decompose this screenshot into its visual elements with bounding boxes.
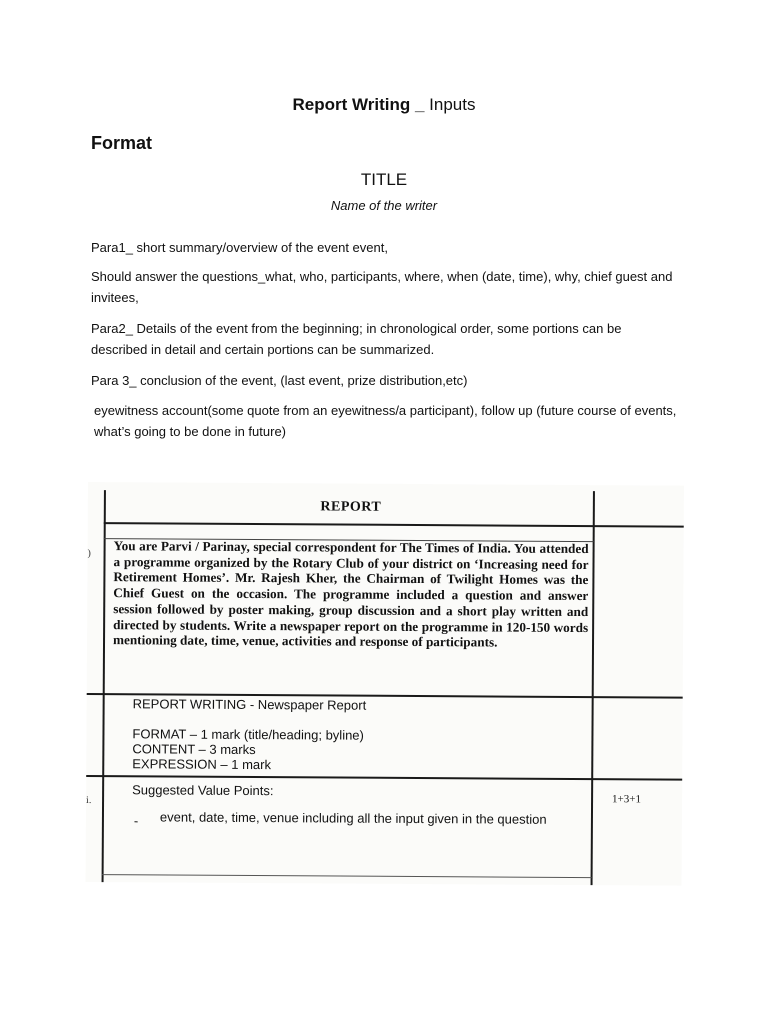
title-placeholder: TITLE: [360, 170, 408, 189]
document-title-bold: Report Writing _: [292, 95, 425, 114]
document-title: [0, 95, 768, 115]
margin-mark: i.: [86, 794, 92, 807]
paragraph-para3: Para 3_ conclusion of the event, (last event, prize distribution,etc): [91, 373, 468, 388]
paragraph-eyewitness: eyewitness account(some quote from an eyewitness/a participant), follow up (future course of events, what’s going to be done in future): [94, 403, 677, 439]
table-rule: [104, 522, 684, 527]
margin-mark: ): [87, 547, 91, 560]
bullet-dash: -: [133, 813, 139, 829]
document-title-rest: Inputs: [424, 95, 476, 114]
scan-content-line: CONTENT – 3 marks: [132, 741, 256, 758]
scan-expression-line: EXPRESSION – 1 mark: [132, 756, 272, 773]
table-rule: [102, 490, 106, 882]
scan-marking-scheme: [132, 726, 364, 772]
format-heading: Format: [91, 133, 153, 153]
scan-suggested-heading: Suggested Value Points:: [132, 782, 274, 799]
scanned-question-image: [86, 482, 684, 886]
scan-bullet-text: event, date, time, venue including all the input given in the question: [159, 809, 547, 827]
writer-placeholder: Name of the writer: [330, 198, 438, 213]
scan-question-text: You are Parvi / Parinay, special correspondent for The Times of India. You attended a programme organized by the Rotary Club of your district on ‘Increasing need for Retirement Homes’. Mr. Rajesh Kher, the Chairman of Twilight Homes was the Chief Guest on the occasion. The programme included a question and answer session followed by poster making, group discussion and a short play written and directed by students. Write a newspaper report on the programme in 120-150 words mentioning date, time, venue, activities and response of participants.: [112, 538, 589, 650]
scan-report-heading: REPORT: [320, 499, 382, 515]
table-rule: [591, 491, 595, 885]
table-rule: [86, 775, 682, 780]
paragraph-questions: Should answer the questions_what, who, participants, where, when (date, time), why, chief guest and invitees,: [91, 269, 673, 305]
table-rule: [102, 874, 592, 878]
scan-format-line: FORMAT – 1 mark (title/heading; byline): [132, 726, 364, 743]
scan-rw-heading: REPORT WRITING - Newspaper Report: [132, 696, 367, 713]
paragraph-para2: Para2_ Details of the event from the beginning; in chronological order, some portions can be described in detail and certain portions can be summarized.: [91, 321, 622, 357]
paragraph-para1: Para1_ short summary/overview of the event event,: [91, 240, 388, 255]
scan-marks-total: 1+3+1: [612, 793, 642, 806]
